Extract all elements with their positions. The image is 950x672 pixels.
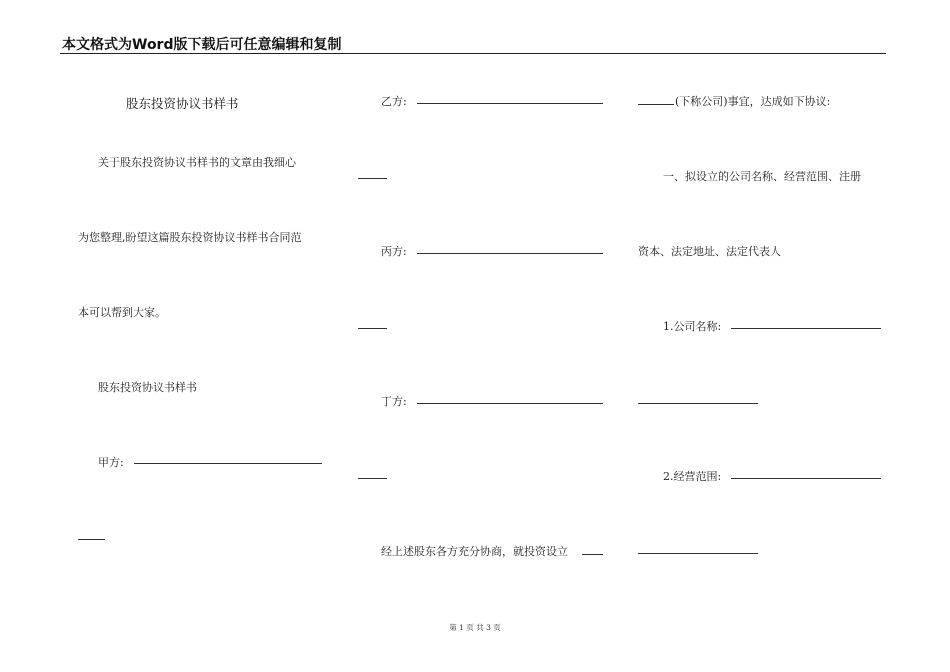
party-c-label: 丙方:: [381, 245, 407, 258]
party-a-blank-cont: [78, 539, 105, 540]
document-title: 股东投资协议书样书: [126, 96, 239, 111]
party-b-blank-cont: [358, 178, 387, 179]
party-b-label: 乙方:: [381, 95, 407, 108]
intro-line-2: 为您整理,盼望这篇股东投资协议书样书合同范: [78, 231, 302, 244]
business-scope-blank: [731, 478, 881, 479]
section-1-heading: 一、拟设立的公司名称、经营范围、注册: [663, 170, 861, 183]
intro-line-3: 本可以帮到大家。: [78, 306, 166, 319]
company-intro-text: (下称公司)事宜，达成如下协议:: [675, 95, 831, 108]
section-1-heading-cont: 资本、法定地址、法定代表人: [638, 245, 781, 258]
business-scope-label: 2.经营范围:: [663, 470, 722, 483]
agreement-text: 经上述股东各方充分协商，就投资设立: [381, 545, 568, 558]
party-a-blank: [134, 463, 322, 464]
page-number: 第 1 页 共 3 页: [449, 623, 501, 632]
company-name-blank-cont: [638, 104, 674, 105]
section-heading: 股东投资协议书样书: [98, 381, 197, 394]
company-name-field-blank: [731, 328, 881, 329]
party-c-blank-cont: [358, 328, 387, 329]
party-a-label: 甲方:: [98, 456, 124, 469]
company-name-label: 1.公司名称:: [663, 320, 722, 333]
header-divider: [60, 53, 886, 54]
party-d-blank-cont: [358, 478, 387, 479]
party-b-blank: [417, 103, 603, 104]
company-name-blank: [582, 554, 603, 555]
document-banner: 本文格式为Word版下载后可任意编辑和复制: [62, 37, 342, 53]
party-d-label: 丁方:: [381, 395, 407, 408]
party-d-blank: [417, 403, 603, 404]
intro-line-1: 关于股东投资协议书样书的文章由我细心: [98, 156, 296, 169]
company-name-field-blank-cont: [638, 403, 758, 404]
business-scope-blank-cont: [638, 553, 758, 554]
party-c-blank: [417, 253, 603, 254]
